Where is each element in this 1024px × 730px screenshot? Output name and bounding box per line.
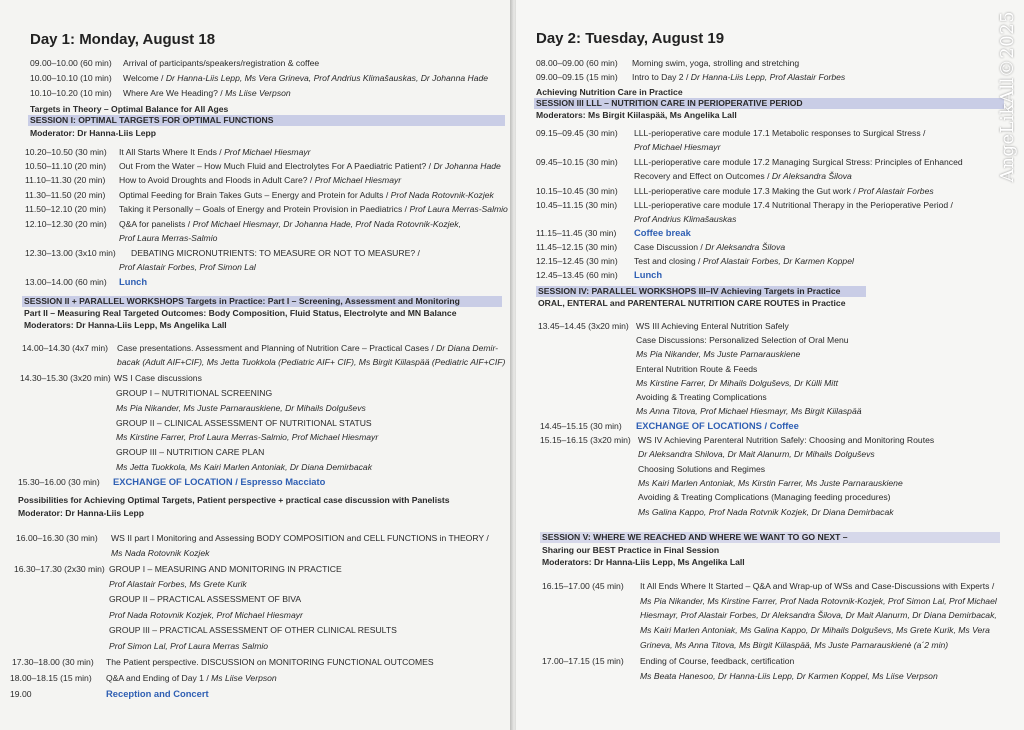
speaker-line: Ms Pia Nikander, Ms Kirstine Farrer, Prof Nada Rotovnik-Kozjek, Prof Simon Lal, Prof Michael [640,596,997,606]
speaker-line: Prof Simon Lal, Prof Laura Merras Salmio [109,641,269,651]
session-subtitle: ORAL, ENTERAL and PARENTERAL NUTRITION CARE ROUTES in Practice [538,298,846,308]
speaker-line: Ms Kirstine Farrer, Dr Mihails Dolguševs, Dr Külli Mitt [636,378,838,388]
agenda-item: Test and closing / Prof Alastair Forbes, Dr Karmen Koppel [634,256,854,266]
time-label: 14.45–15.15 (30 min) [540,421,622,431]
exchange-label: EXCHANGE OF LOCATIONS / Coffee [636,420,799,431]
speaker-line: Ms Pia Nikander, Ms Juste Parnarauskiene [636,349,801,359]
time-label: 08.00–09.00 (60 min) [536,58,618,68]
time-label: 14.00–14.30 (4x7 min) [22,343,108,353]
agenda-item: The Patient perspective. DISCUSSION on MONITORING FUNCTIONAL OUTCOMES [106,657,434,667]
group-label: Choosing Solutions and Regimes [638,464,766,474]
session-subtitle: Sharing our BEST Practice in Final Session [542,545,720,555]
time-label: 10.10–10.20 (10 min) [30,88,112,98]
group-label: Case Discussions: Personalized Selection of Oral Menu [636,335,849,345]
time-label: 09.15–09.45 (30 min) [536,128,618,138]
speaker-line: Hiesmayr, Prof Alastair Forbes, Dr Aleksandra Šilova, Dr Mait Alanurm, Dr Diana Demirbacak, [640,610,997,620]
time-label: 11.10–11.30 (20 min) [25,175,106,185]
speaker-line: Prof Michael Hiesmayr [634,142,721,152]
time-label: 12.45–13.45 (60 min) [536,270,618,280]
speaker-line: Ms Jetta Tuokkola, Ms Kairi Marlen Antoniak, Dr Diana Demirbacak [116,462,372,472]
time-label: 10.45–11.15 (30 min) [536,200,618,210]
agenda-item: It All Ends Where It Started – Q&A and Wrap-up of WSs and Case-Discussions with Experts / [640,581,995,591]
speaker-line: bacak (Adult AIF+CIF), Ms Jetta Tuokkola (Pediatric AIF+ CIF), Ms Birgit Kiilaspää (Pediatric AIF+CIF) [117,357,506,367]
speaker-line: Ms Kairi Marlen Antoniak, Ms Galina Kappo, Dr Mihails Dolguševs, Ms Grete Kurik, Ms Vera [640,625,990,635]
time-label: 19.00 [10,689,32,699]
agenda-item: Q&A for panelists / Prof Michael Hiesmayr, Dr Johanna Hade, Prof Nada Rotovnik-Kozjek, [119,219,461,229]
agenda-item: LLL-perioperative care module 17.1 Metabolic responses to Surgical Stress / [634,128,926,138]
time-label: 11.45–12.15 (30 min) [536,242,618,252]
time-label: 18.00–18.15 (15 min) [10,673,92,683]
time-label: 14.30–15.30 (3x20 min) [20,373,111,383]
moderator-line: Moderators: Dr Hanna-Liis Lepp, Ms Angelika Lall [24,320,227,330]
agenda-item: WS III Achieving Enteral Nutrition Safely [636,321,789,331]
section-heading: Possibilities for Achieving Optimal Targets, Patient perspective + practical case discussion with Panelists [18,495,450,505]
time-label: 16.30–17.30 (2x30 min) [14,564,105,574]
time-label: 17.00–17.15 (15 min) [542,656,624,666]
agenda-item: WS I Case discussions [114,373,202,383]
reception-label: Reception and Concert [106,688,209,699]
time-label: 11.15–11.45 (30 min) [536,228,617,238]
agenda-item: WS IV Achieving Parenteral Nutrition Safely: Choosing and Monitoring Routes [638,435,935,445]
time-label: 16.00–16.30 (30 min) [16,533,98,543]
exchange-label: EXCHANGE OF LOCATION / Espresso Macciato [113,476,326,487]
agenda-item: DEBATING MICRONUTRIENTS: TO MEASURE OR NOT TO MEASURE? / [131,248,420,258]
agenda-item: Out From the Water – How Much Fluid and Electrolytes For A Paediatric Patient? / Dr Johanna Hade [119,161,501,171]
time-label: 12.15–12.45 (30 min) [536,256,618,266]
group-label: GROUP I – MEASURING AND MONITORING IN PRACTICE [109,564,342,574]
speaker-line: Ms Anna Titova, Prof Michael Hiesmayr, Ms Birgit Kiilaspää [636,406,862,416]
time-label: 15.30–16.00 (30 min) [18,477,100,487]
moderator-line: Moderator: Dr Hanna-Liis Lepp [30,128,157,138]
agenda-item: LLL-perioperative care module 17.2 Managing Surgical Stress: Principles of Enhanced [634,157,963,167]
session-banner: SESSION II + PARALLEL WORKSHOPS Targets in Practice: Part I – Screening, Assessment and Monitoring [22,296,502,307]
agenda-item: Optimal Feeding for Brain Takes Guts – Energy and Protein for Adults / Prof Nada Rotovnik-Kozjek [119,190,494,200]
agenda-item: Recovery and Effect on Outcomes / Dr Aleksandra Šilova [634,171,852,181]
session-subtitle: Part II – Measuring Real Targeted Outcomes: Body Composition, Fluid Status, Electrolyte and MN Balance [24,308,457,318]
speaker-line: Prof Alastair Forbes, Prof Simon Lal [119,262,256,272]
theme-heading: Achieving Nutrition Care in Practice [536,87,683,97]
time-label: 10.00–10.10 (10 min) [30,73,112,83]
speaker-line: Grineva, Ms Anna Titova, Ms Birgit Kiilaspää, Ms Juste Parnarauskienė (a´2 min) [640,640,949,650]
group-label: GROUP III – PRACTICAL ASSESSMENT OF OTHER CLINICAL RESULTS [109,625,397,635]
time-label: 17.30–18.00 (30 min) [12,657,94,667]
agenda-item: Ending of Course, feedback, certification [640,656,795,666]
session-banner: SESSION III LLL – NUTRITION CARE IN PERIOPERATIVE PERIOD [534,98,1004,109]
agenda-item: How to Avoid Droughts and Floods in Adult Care? / Prof Michael Hiesmayr [119,175,402,185]
theme-heading: Targets in Theory – Optimal Balance for All Ages [30,104,229,114]
agenda-item: Welcome / Dr Hanna-Liis Lepp, Ms Vera Grineva, Prof Andrius Klimašauskas, Dr Johanna Hade [123,73,489,83]
group-label: GROUP III – NUTRITION CARE PLAN [116,447,265,457]
agenda-item: Morning swim, yoga, strolling and stretching [632,58,800,68]
group-label: Avoiding & Treating Complications [636,392,767,402]
agenda-item: WS II part I Monitoring and Assessing BODY COMPOSITION and CELL FUNCTIONS in THEORY / [111,533,489,543]
time-label: 13.00–14.00 (60 min) [25,277,107,287]
coffee-label: Coffee break [634,227,691,238]
speaker-line: Dr Aleksandra Shilova, Dr Mait Alanurm, Dr Mihails Dolguševs [638,449,875,459]
day1-title: Day 1: Monday, August 18 [30,31,216,48]
agenda-item: Taking it Personally – Goals of Energy and Protein Provision in Paediatrics / Prof Laura Merras-Salmio [119,204,508,214]
speaker-line: Ms Kirstine Farrer, Prof Laura Merras-Salmio, Prof Michael Hiesmayr [116,432,379,442]
agenda-item: Case presentations. Assessment and Planning of Nutrition Care – Practical Cases / Dr Diana Demir- [117,343,499,353]
time-label: 13.45–14.45 (3x20 min) [538,321,629,331]
speaker-line: Ms Kairi Marlen Antoniak, Ms Kirstin Farrer, Ms Juste Parnarauskiene [638,478,903,488]
group-label: Avoiding & Treating Complications (Managing feeding procedures) [638,492,891,502]
agenda-item: It All Starts Where It Ends / Prof Michael Hiesmayr [119,147,311,157]
day2-title: Day 2: Tuesday, August 19 [536,30,725,47]
speaker-line: Prof Andrius Klimašauskas [634,214,737,224]
time-label: 09.45–10.15 (30 min) [536,157,618,167]
time-label: 10.20–10.50 (30 min) [25,147,107,157]
speaker-line: Prof Alastair Forbes, Ms Grete Kurik [109,579,247,589]
session-banner: SESSION IV: PARALLEL WORKSHOPS III–IV Achieving Targets in Practice [536,286,866,297]
speaker-line: Ms Pia Nikander, Ms Juste Parnarauskiene, Dr Mihails Dolguševs [116,403,366,413]
time-label: 16.15–17.00 (45 min) [542,581,624,591]
agenda-item: Where Are We Heading? / Ms Liise Verpson [123,88,291,98]
speaker-line: Ms Beata Hanesoo, Dr Hanna-Liis Lepp, Dr Karmen Koppel, Ms Liise Verpson [640,671,938,681]
lunch-label: Lunch [119,276,148,287]
time-label: 11.30–11.50 (20 min) [25,190,106,200]
time-label: 12.30–13.00 (3x10 min) [25,248,116,258]
speaker-line: Ms Galina Kappo, Prof Nada Rotvnik Kozjek, Dr Diana Demirbacak [638,507,894,517]
moderator-line: Moderator: Dr Hanna-Liis Lepp [18,508,145,518]
moderator-line: Moderators: Dr Hanna-Liis Lepp, Ms Angelika Lall [542,557,745,567]
session-banner: SESSION V: WHERE WE REACHED AND WHERE WE WANT TO GO NEXT – [540,532,1000,543]
time-label: 09.00–10.00 (60 min) [30,58,112,68]
time-label: 09.00–09.15 (15 min) [536,72,618,82]
lunch-label: Lunch [634,269,663,280]
group-label: GROUP II – PRACTICAL ASSESSMENT OF BIVA [109,594,302,604]
agenda-item: Case Discussion / Dr Aleksandra Šilova [634,242,786,252]
group-label: GROUP I – NUTRITIONAL SCREENING [116,388,273,398]
moderator-line: Moderators: Ms Birgit Kiilaspää, Ms Angelika Lall [536,110,737,120]
agenda-item: LLL-perioperative care module 17.3 Making the Gut work / Prof Alastair Forbes [634,186,934,196]
day2-page [516,0,1024,730]
time-label: 15.15–16.15 (3x20 min) [540,435,631,445]
speaker-line: Ms Nada Rotovnik Kozjek [111,548,210,558]
session-banner: SESSION I: OPTIMAL TARGETS FOR OPTIMAL FUNCTIONS [28,115,505,126]
speaker-line: Prof Nada Rotovnik Kozjek, Prof Michael Hiesmayr [109,610,303,620]
time-label: 10.50–11.10 (20 min) [25,161,107,171]
group-label: Enteral Nutrition Route & Feeds [636,364,758,374]
agenda-item: Arrival of participants/speakers/registration & coffee [123,58,320,68]
time-label: 10.15–10.45 (30 min) [536,186,618,196]
agenda-item: Intro to Day 2 / Dr Hanna-Liis Lepp, Prof Alastair Forbes [632,72,846,82]
time-label: 11.50–12.10 (20 min) [25,204,107,214]
speaker-line: Prof Laura Merras-Salmio [119,233,218,243]
group-label: GROUP II – CLINICAL ASSESSMENT OF NUTRITIONAL STATUS [116,418,372,428]
agenda-item: Q&A and Ending of Day 1 / Ms Liise Verpson [106,673,277,683]
watermark: AngeLikAll©2025 [997,10,1019,183]
time-label: 12.10–12.30 (20 min) [25,219,107,229]
agenda-item: LLL-perioperative care module 17.4 Nutritional Therapy in the Perioperative Period / [634,200,953,210]
